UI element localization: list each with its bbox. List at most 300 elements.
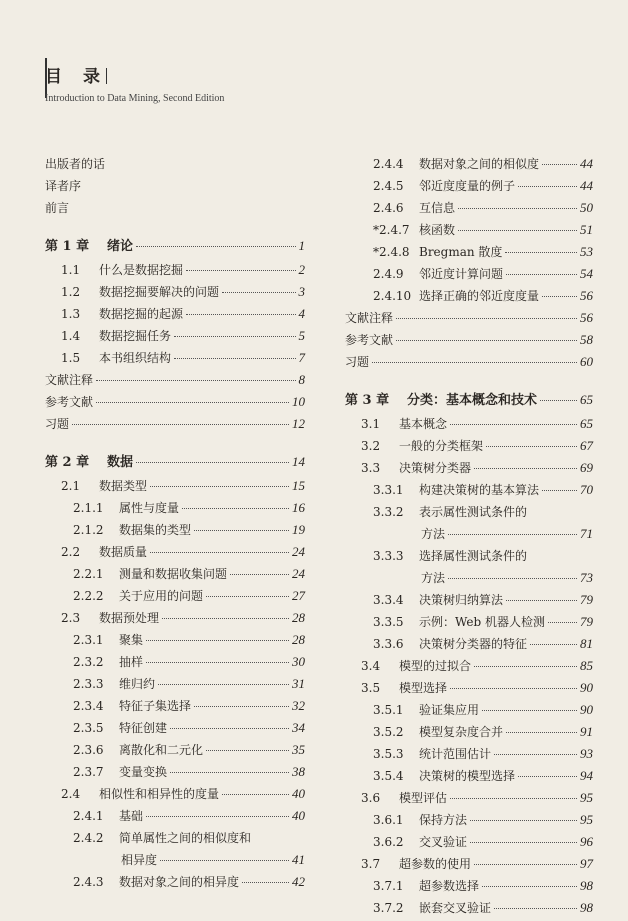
leader-dots [474, 666, 577, 667]
entry-title: 模型评估 [399, 791, 448, 805]
toc-section[interactable] [345, 459, 593, 481]
entry-label [61, 609, 159, 626]
toc-subsection[interactable] [345, 481, 593, 503]
leader-dots [450, 798, 577, 799]
toc-backmatter[interactable] [45, 371, 305, 393]
entry-label [373, 155, 539, 172]
page-number: 10 [292, 394, 305, 409]
entry-label [361, 679, 447, 696]
entry-number: 2.4.1 [73, 809, 104, 823]
entry-title: 数据挖掘要解决的问题 [99, 285, 220, 299]
toc-subsection[interactable] [345, 287, 593, 309]
entry-number: 2.2 [61, 545, 81, 559]
page-number: 51 [580, 222, 593, 237]
toc-subsection[interactable] [345, 177, 593, 199]
leader-dots [230, 574, 289, 575]
toc-subsection[interactable] [45, 675, 305, 697]
toc-section[interactable] [345, 855, 593, 877]
toc-chapter[interactable] [45, 451, 305, 477]
leader-dots [186, 314, 295, 315]
page-number: 34 [292, 720, 305, 735]
entry-number: 2.3.7 [73, 765, 104, 779]
entry-number: 2.3.5 [73, 721, 104, 735]
leader-dots [206, 750, 289, 751]
leader-dots [396, 318, 577, 319]
entry-label [345, 389, 537, 408]
leader-dots [482, 886, 577, 887]
entry-number: 2.3 [61, 611, 81, 625]
entry-label [361, 437, 483, 454]
page-number: 56 [580, 310, 593, 325]
entry-number: 3.3.5 [373, 615, 404, 629]
toc-subsection[interactable] [45, 499, 305, 521]
toc-subsection[interactable] [345, 811, 593, 833]
leader-dots [194, 530, 289, 531]
toc-subsection-continued[interactable] [345, 569, 593, 591]
toc-subsection[interactable] [45, 741, 305, 763]
spacer [345, 375, 593, 389]
page-number: 1 [298, 238, 305, 253]
toc-section[interactable] [45, 349, 305, 371]
entry-number: 2.4.3 [73, 875, 104, 889]
entry-title: 简单属性之间的相似度和 [119, 831, 252, 845]
entry-number: 2.4.2 [73, 831, 104, 845]
entry-title: 方法 [421, 571, 446, 585]
entry-title: 构建决策树的基本算法 [419, 483, 540, 497]
toc-backmatter[interactable] [345, 331, 593, 353]
toc-subsection[interactable] [45, 807, 305, 829]
entry-label [73, 499, 179, 516]
leader-dots [170, 728, 289, 729]
entry-title: 模型的过拟合 [399, 659, 472, 673]
entry-label [373, 701, 479, 718]
entry-label [73, 873, 239, 890]
toc-right-column [345, 155, 593, 921]
entry-label [61, 477, 147, 494]
book-subtitle: Introduction to Data Mining, Second Edition [45, 93, 225, 104]
entry-label [373, 833, 467, 850]
entry-title: 超参数选择 [419, 879, 480, 893]
page-number: 14 [292, 454, 305, 469]
leader-dots [146, 640, 289, 641]
entry-number: 2.2.2 [73, 589, 104, 603]
toc-subsection[interactable] [345, 221, 593, 243]
entry-title: 数据集的类型 [119, 523, 192, 537]
page-number: 71 [580, 526, 593, 541]
entry-title: 选择正确的邻近度度量 [419, 289, 540, 303]
entry-title: 本书组织结构 [99, 351, 172, 365]
page-number: 98 [580, 900, 593, 915]
entry-label [373, 635, 527, 652]
leader-dots [542, 164, 577, 165]
entry-number: 2.1 [61, 479, 81, 493]
page-number: 28 [292, 610, 305, 625]
spacer [45, 437, 305, 451]
page-number: 24 [292, 544, 305, 559]
leader-dots [162, 618, 289, 619]
entry-label [373, 243, 502, 260]
leader-dots [518, 776, 577, 777]
toc-backmatter[interactable] [45, 415, 305, 437]
toc-subsection[interactable] [45, 521, 305, 543]
toc-subsection[interactable] [345, 243, 593, 265]
page-number: 90 [580, 680, 593, 695]
leader-dots [542, 296, 577, 297]
toc-subsection[interactable] [45, 763, 305, 785]
toc-section[interactable] [45, 543, 305, 565]
leader-dots [182, 508, 289, 509]
entry-title: 基本概念 [399, 417, 448, 431]
leader-dots [474, 864, 577, 865]
leader-dots [448, 578, 577, 579]
toc-subsection[interactable] [345, 745, 593, 767]
entry-number: 2.3.4 [73, 699, 104, 713]
entry-number: 2.4.4 [373, 157, 404, 171]
toc-subsection[interactable] [45, 631, 305, 653]
page-number: 94 [580, 768, 593, 783]
page-number: 35 [292, 742, 305, 757]
leader-dots [506, 732, 577, 733]
entry-title: 邻近度度量的例子 [419, 179, 516, 193]
entry-number: 2.1.2 [73, 523, 104, 537]
entry-label [73, 763, 167, 780]
leader-dots [518, 186, 577, 187]
toc-section[interactable] [345, 437, 593, 459]
toc-front-matter[interactable] [45, 199, 305, 221]
leader-dots [482, 710, 577, 711]
page-number: 65 [580, 392, 593, 407]
toc-section[interactable] [345, 415, 593, 437]
entry-label [61, 785, 219, 802]
entry-title: 基础 [119, 809, 144, 823]
entry-number: 1.3 [61, 307, 81, 321]
page-number: 38 [292, 764, 305, 779]
toc-subsection[interactable] [345, 613, 593, 635]
leader-dots [494, 908, 577, 909]
entry-number: 2.3.6 [73, 743, 104, 757]
entry-title: 示例：Web 机器人检测 [419, 615, 545, 629]
toc-subsection[interactable] [345, 833, 593, 855]
entry-label [45, 155, 105, 172]
page-number: 58 [580, 332, 593, 347]
entry-label [361, 657, 471, 674]
toc-backmatter[interactable] [345, 309, 593, 331]
entry-label [373, 481, 539, 498]
entry-number: 2.2.1 [73, 567, 104, 581]
entry-title: 验证集应用 [419, 703, 480, 717]
page-number: 91 [580, 724, 593, 739]
toc-subsection[interactable] [45, 653, 305, 675]
toc-chapter[interactable] [345, 389, 593, 415]
entry-label [45, 371, 93, 388]
entry-label [373, 265, 503, 282]
toc-section[interactable] [45, 609, 305, 631]
entry-title: 抽样 [119, 655, 144, 669]
entry-title: 数据类型 [99, 479, 148, 493]
entry-number: 2.3.3 [73, 677, 104, 691]
page-number: 27 [292, 588, 305, 603]
spacer [45, 221, 305, 235]
entry-label [45, 177, 81, 194]
leader-dots [158, 684, 289, 685]
toc-subsection[interactable] [45, 873, 305, 895]
entry-title: 数据 [107, 455, 134, 470]
toc-backmatter[interactable] [345, 353, 593, 375]
page-number: 15 [292, 478, 305, 493]
entry-number: 2.4.9 [373, 267, 404, 281]
page-number: 28 [292, 632, 305, 647]
entry-title: 文献注释 [45, 373, 94, 387]
entry-label [45, 393, 93, 410]
toc-front-matter[interactable] [45, 177, 305, 199]
entry-number: 第 1 章 [45, 239, 90, 254]
entry-label [61, 261, 183, 278]
entry-label [45, 451, 133, 470]
entry-label [373, 877, 479, 894]
page-number: 81 [580, 636, 593, 651]
entry-title: 核函数 [419, 223, 456, 237]
entry-title: 模型复杂度合并 [419, 725, 504, 739]
entry-label [421, 525, 445, 542]
entry-label [361, 855, 471, 872]
entry-title: 属性与度量 [119, 501, 180, 515]
toc-subsection[interactable] [345, 635, 593, 657]
entry-number: 1.5 [61, 351, 81, 365]
toc-subsection[interactable] [345, 503, 593, 525]
entry-label [61, 349, 171, 366]
leader-dots [494, 754, 577, 755]
entry-title: 互信息 [419, 201, 456, 215]
entry-label [345, 309, 393, 326]
entry-number: 3.3.6 [373, 637, 404, 651]
page-number: 40 [292, 786, 305, 801]
entry-number: 3.3.4 [373, 593, 404, 607]
entry-title: 超参数的使用 [399, 857, 472, 871]
entry-label [73, 719, 167, 736]
toc-section[interactable] [45, 785, 305, 807]
page-number: 79 [580, 592, 593, 607]
entry-title: 参考文献 [345, 333, 394, 347]
entry-label [73, 741, 203, 758]
toc-section[interactable] [45, 261, 305, 283]
toc-subsection[interactable] [345, 155, 593, 177]
toc-section[interactable] [45, 305, 305, 327]
entry-number: 3.3.2 [373, 505, 404, 519]
entry-number: 2.4.10 [373, 289, 412, 303]
page-number: 56 [580, 288, 593, 303]
page-number: 2 [298, 262, 305, 277]
entry-number: 2.3.1 [73, 633, 104, 647]
toc-subsection[interactable] [345, 547, 593, 569]
toc-subsection[interactable] [345, 265, 593, 287]
toc-subsection[interactable] [345, 199, 593, 221]
leader-dots [242, 882, 289, 883]
entry-label [373, 199, 455, 216]
entry-title: 嵌套交叉验证 [419, 901, 492, 915]
entry-label [361, 789, 447, 806]
entry-number: 1.2 [61, 285, 81, 299]
entry-label [73, 587, 203, 604]
leader-dots [146, 816, 289, 817]
toc-subsection[interactable] [45, 697, 305, 719]
toc-subsection[interactable] [345, 767, 593, 789]
entry-number: 1.1 [61, 263, 81, 277]
entry-label [61, 543, 147, 560]
toc-section[interactable] [45, 477, 305, 499]
entry-title: 选择属性测试条件的 [419, 549, 528, 563]
entry-label [361, 415, 447, 432]
entry-label [345, 353, 369, 370]
entry-number: 1.4 [61, 329, 81, 343]
entry-number: 3.6 [361, 791, 381, 805]
page-number: 90 [580, 702, 593, 717]
page-number: 69 [580, 460, 593, 475]
page-number: 70 [580, 482, 593, 497]
leader-dots [170, 772, 289, 773]
toc-subsection-continued[interactable] [345, 525, 593, 547]
entry-title: 特征子集选择 [119, 699, 192, 713]
entry-label [73, 829, 251, 846]
entry-title: 数据预处理 [99, 611, 160, 625]
page-number: 5 [298, 328, 305, 343]
page-number: 44 [580, 178, 593, 193]
entry-label [373, 745, 491, 762]
entry-title: 数据挖掘任务 [99, 329, 172, 343]
page-number: 31 [292, 676, 305, 691]
entry-number: 3.2 [361, 439, 381, 453]
toc-subsection-continued[interactable] [45, 851, 305, 873]
entry-label [73, 675, 155, 692]
entry-number: 3.5.4 [373, 769, 404, 783]
page-number: 98 [580, 878, 593, 893]
entry-label [373, 723, 503, 740]
toc-front-matter[interactable] [45, 155, 305, 177]
entry-label [373, 613, 545, 630]
toc-section[interactable] [345, 679, 593, 701]
leader-dots [542, 490, 577, 491]
entry-title: 参考文献 [45, 395, 94, 409]
entry-title: 决策树分类器的特征 [419, 637, 528, 651]
leader-dots [450, 424, 577, 425]
toc-subsection[interactable] [345, 723, 593, 745]
entry-title: 离散化和二元化 [119, 743, 204, 757]
toc-backmatter[interactable] [45, 393, 305, 415]
entry-title: 测量和数据收集问题 [119, 567, 228, 581]
entry-number: *2.4.7 [373, 223, 410, 237]
toc-subsection[interactable] [345, 899, 593, 921]
entry-title: 一般的分类框架 [399, 439, 484, 453]
entry-label [373, 221, 455, 238]
entry-number: 3.7.2 [373, 901, 404, 915]
toc-section[interactable] [45, 283, 305, 305]
entry-title: 关于应用的问题 [119, 589, 204, 603]
entry-label [61, 283, 219, 300]
leader-dots [136, 462, 289, 463]
toc-left-column [45, 155, 305, 895]
leader-dots [470, 820, 577, 821]
page-number: 73 [580, 570, 593, 585]
entry-number: 第 2 章 [45, 455, 90, 470]
entry-label [73, 521, 191, 538]
toc-subsection[interactable] [45, 587, 305, 609]
toc-section[interactable] [345, 789, 593, 811]
toc-subsection[interactable] [345, 591, 593, 613]
page-number: 65 [580, 416, 593, 431]
entry-number: 3.5.1 [373, 703, 404, 717]
entry-title: 相似性和相异性的度量 [99, 787, 220, 801]
entry-label [45, 235, 133, 254]
entry-title: 数据对象之间的相异度 [119, 875, 240, 889]
leader-dots [450, 688, 577, 689]
entry-title: 出版者的话 [45, 157, 106, 171]
entry-number: *2.4.8 [373, 245, 410, 259]
entry-title: 特征创建 [119, 721, 168, 735]
entry-number: 2.4.6 [373, 201, 404, 215]
entry-number: 2.1.1 [73, 501, 104, 515]
entry-label [373, 591, 503, 608]
entry-title: 绪论 [107, 239, 134, 254]
entry-number: 3.5.3 [373, 747, 404, 761]
leader-dots [136, 246, 295, 247]
entry-title: 保持方法 [419, 813, 468, 827]
entry-label [373, 503, 527, 520]
entry-title: 表示属性测试条件的 [419, 505, 528, 519]
toc-subsection[interactable] [45, 719, 305, 741]
page-number: 19 [292, 522, 305, 537]
entry-label [73, 807, 143, 824]
page-number: 53 [580, 244, 593, 259]
entry-label [61, 305, 183, 322]
toc-subsection[interactable] [45, 829, 305, 851]
page-number: 44 [580, 156, 593, 171]
entry-title: 统计范围估计 [419, 747, 492, 761]
entry-label [373, 767, 515, 784]
page-number: 40 [292, 808, 305, 823]
page-number: 3 [298, 284, 305, 299]
toc-section[interactable] [45, 327, 305, 349]
toc-subsection[interactable] [45, 565, 305, 587]
entry-title: 前言 [45, 201, 70, 215]
page-number: 79 [580, 614, 593, 629]
page-number: 8 [298, 372, 305, 387]
leader-dots [160, 860, 289, 861]
entry-title: 分类：基本概念和技术 [407, 393, 538, 408]
leader-dots [150, 486, 289, 487]
toc-chapter[interactable] [45, 235, 305, 261]
entry-number: 2.4.5 [373, 179, 404, 193]
page-number: 97 [580, 856, 593, 871]
toc-section[interactable] [345, 657, 593, 679]
leader-dots [174, 336, 295, 337]
entry-number: 3.1 [361, 417, 381, 431]
entry-label [45, 199, 69, 216]
entry-title: 文献注释 [345, 311, 394, 325]
leader-dots [186, 270, 295, 271]
toc-subsection[interactable] [345, 877, 593, 899]
leader-dots [222, 794, 289, 795]
entry-label [121, 851, 157, 868]
entry-label [73, 697, 191, 714]
entry-label [73, 631, 143, 648]
entry-label [345, 331, 393, 348]
entry-number: 3.7.1 [373, 879, 404, 893]
entry-title: 模型选择 [399, 681, 448, 695]
toc-subsection[interactable] [345, 701, 593, 723]
entry-number: 2.3.2 [73, 655, 104, 669]
page-number: 95 [580, 790, 593, 805]
leader-dots [448, 534, 577, 535]
page-number: 95 [580, 812, 593, 827]
